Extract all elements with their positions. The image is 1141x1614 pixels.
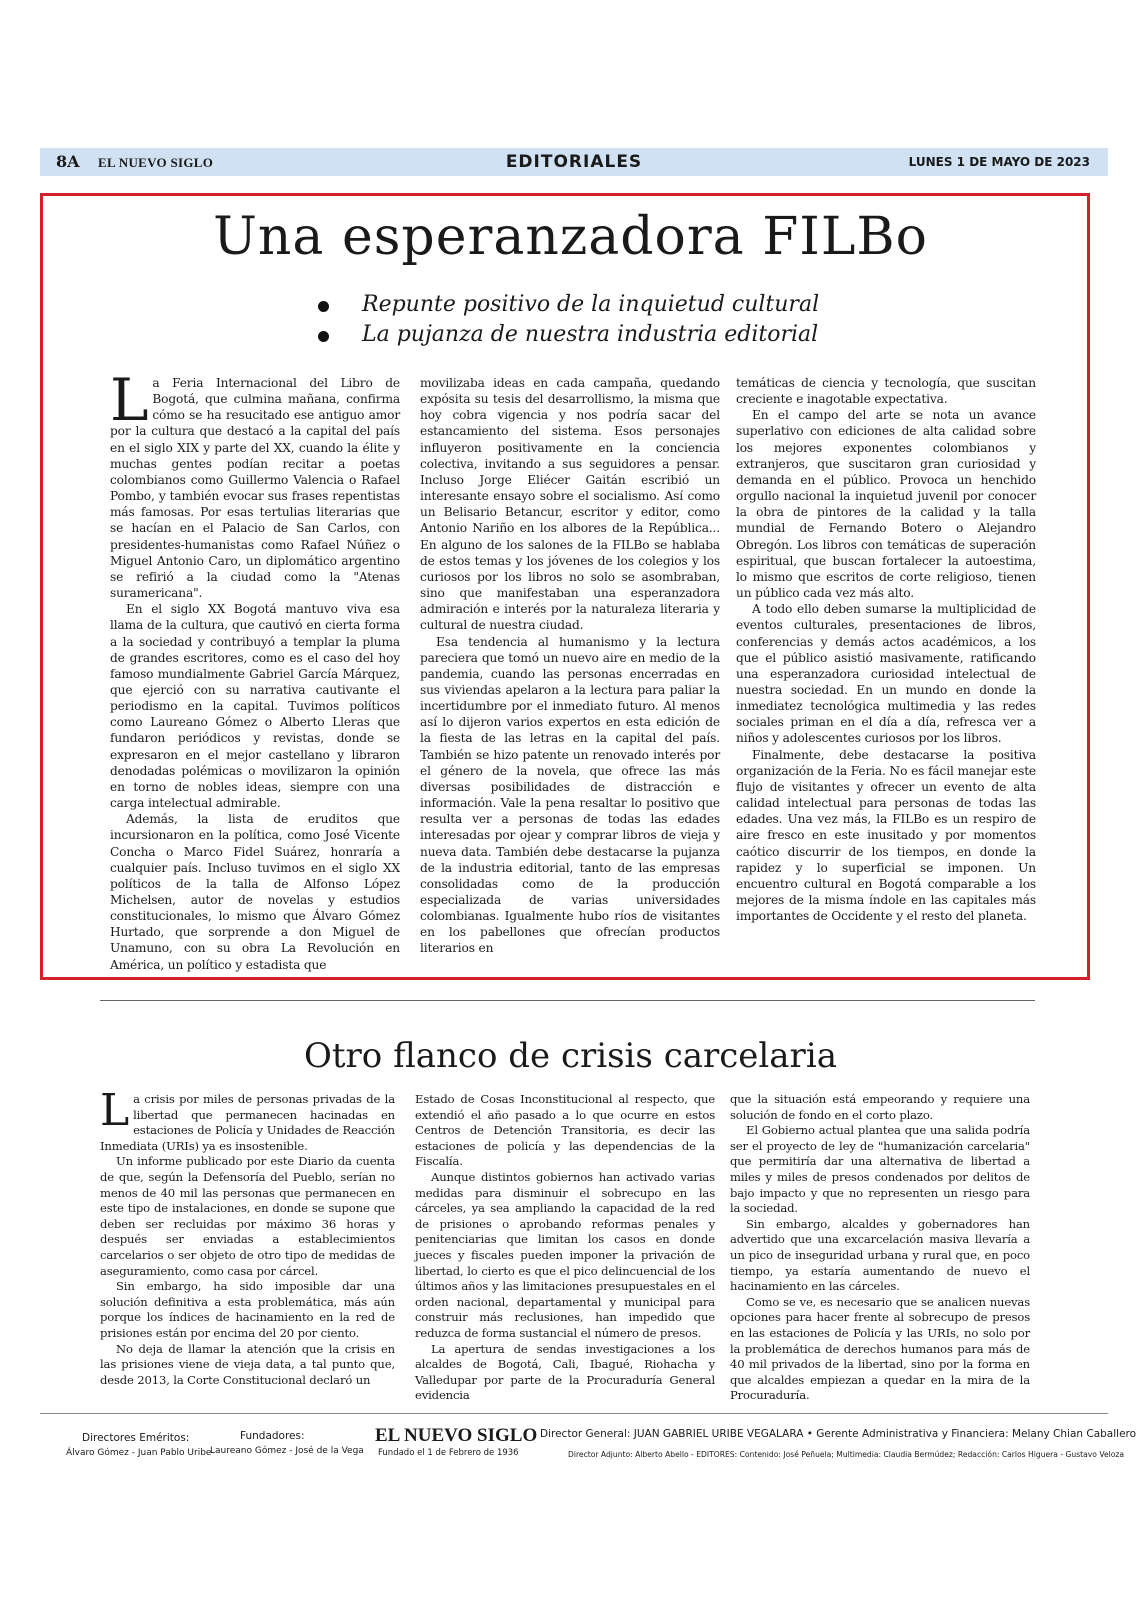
drop-cap: L [110, 366, 149, 434]
paragraph: Esa tendencia al humanismo y la lectura pareciera que tomó un nuevo aire en medio de la pandemia, cuando las personas encerradas en sus viviendas apelaron a la lectura para paliar la incertidumbre por el inmediato futuro. Al menos así lo dijeron varios expertos en esta edición de la fiesta de las letras en la capital del país. También se hizo patente un renovado interés por el género de la novela, que ofrece las más diversas posibilidades de distracción e información. Vale la pena resaltar lo positivo que resulta ver a personas de todas las edades interesadas por ojear y comprar libros de vieja y nueva data. También debe destacarse la pujanza de la industria editorial, tanto de las empresas consolidadas como de la producción especializada de varias universidades colombianas. Igualmente hubo ríos de visitantes en los pabellones que ofrecían productos literarios en [420, 634, 720, 956]
emeritus-label: Directores Eméritos: [82, 1432, 190, 1444]
paragraph: La crisis por miles de personas privadas de la libertad que permanecen hacinadas en estaciones de Policía y Unidades de Reacción Inmediata (URIs) ya es insostenible. [100, 1085, 395, 1153]
emeritus-names: Álvaro Gómez - Juan Pablo Uribe [66, 1448, 212, 1458]
article1-column-2 [420, 375, 720, 957]
article1-title: Una esperanzadora FILBo [213, 207, 928, 267]
paper-name: EL NUEVO SIGLO [98, 155, 214, 170]
paragraph: Finalmente, debe destacarse la positiva organización de la Feria. No es fácil manejar este flujo de visitantes y ofrecer un evento de alta calidad intelectual para personas de todas las edades. Una vez más, la FILBo es un respiro de aire fresco en este inusitado y por momentos caótico discurrir de los tiempos, en donde la rapidez y lo superficial se imponen. Un encuentro cultural en Bogotá comparable a los mejores de la misma índole en las capitales más importantes de Occidente y el resto del planeta. [736, 747, 1036, 924]
staff-line: Director Adjunto: Alberto Abello - EDITORES: Contenido: José Peñuela; Multimedia: Claudia Bermúdez; Redacción: Carlos Higuera - Gustavo Veloza [568, 1450, 1125, 1459]
bullet-icon [318, 301, 329, 312]
paragraph: Estado de Cosas Inconstitucional al respecto, que extendió el año pasado a lo que ocurre en estos Centros de Detención Transitoria, es decir las estaciones de policía y las dependencias de la Fiscalía. [415, 1092, 715, 1169]
article-divider [100, 1000, 1035, 1001]
director-line: Director General: JUAN GABRIEL URIBE VEGALARA • Gerente Administrativa y Financiera: Melany Chian Caballero [540, 1428, 1137, 1440]
article2-column-1 [100, 1085, 395, 1388]
paragraph: No deja de llamar la atención que la crisis en las prisiones viene de vieja data, a tal punto que, desde 2013, la Corte Constitucional declaró un [100, 1341, 395, 1387]
bullet-icon [318, 331, 329, 342]
paragraph: Además, la lista de eruditos que incursionaron en la política, como José Vicente Concha o Marco Fidel Suárez, honraría a cualquier país. Incluso tuvimos en el siglo XX políticos de la talla de Alfonso López Michelsen, autor de novelas y estudios constitucionales, lo mismo que Álvaro Gómez Hurtado, que sorprende a don Miguel de Unamuno, con su obra La Revolución en América, un político y estadista que [110, 812, 400, 972]
paragraph: temáticas de ciencia y tecnología, que suscitan creciente e inagotable expectativa. [736, 376, 1036, 407]
paragraph: Sin embargo, alcaldes y gobernadores han advertido que una excarcelación masiva llevaría a un pico de inseguridad urbana y rural que, en poco tiempo, ya estaría aumentando de nuevo el hacinamiento en las cárceles. [730, 1216, 1030, 1294]
issue-date: LUNES 1 DE MAYO DE 2023 [908, 155, 1090, 169]
paragraph: La apertura de sendas investigaciones a los alcaldes de Bogotá, Cali, Ibagué, Riohacha y Valledupar por parte de la Procuraduría General evidencia [415, 1341, 715, 1403]
article2-column-2 [415, 1092, 715, 1404]
paragraph: A todo ello deben sumarse la multiplicidad de eventos culturales, presentaciones de libros, conferencias y demás actos académicos, a los que el público asistió masivamente, ratificando una esperanzadora curiosidad intelectual de nuestra sociedad. En un mundo en donde la inmediatez tecnológica multimedia y las redes sociales priman en el día a día, refresca ver a niños y adolescentes curiosos por los libros. [736, 602, 1036, 746]
paragraph: En el siglo XX Bogotá mantuvo viva esa llama de la cultura, que cautivó en cierta forma a la sociedad y contribuyó a templar la pluma de grandes escritores, como es el caso del hoy famoso mundialmente Gabriel García Márquez, que ejerció con su narrativa cautivante el periodismo en la capital. Tuvimos políticos como Laureano Gómez o Alberto Lleras que fundaron periódicos y revistas, donde se expresaron en el mejor castellano y libraron denodadas polémicas o movilizaron la opinión en torno de nobles ideas, siempre con una carga intelectual admirable. [110, 602, 400, 811]
paragraph: La Feria Internacional del Libro de Bogotá, que culmina mañana, confirma cómo se ha resucitado ese antiguo amor por la cultura que destacó a la capital del país en el siglo XIX y parte del XX, cuando la élite y muchas gentes podían recitar a poetas colombianos como Guillermo Valencia o Rafael Pombo, y también evocar sus frases repentistas más famosas. Por esas tertulias literarias que se hacían en el Palacio de San Carlos, con presidentes-humanistas como Rafael Núñez o Miguel Antonio Caro, un diplomático argentino se refirió a la ciudad como la "Atenas suramericana". [110, 366, 400, 601]
paragraph: Sin embargo, ha sido imposible dar una solución definitiva a esta problemática, más aún porque los índices de hacinamiento en la red de prisiones están por encima del 20 por ciento. [100, 1279, 395, 1340]
footer-logo: EL NUEVO SIGLO [375, 1425, 538, 1446]
paragraph: En el campo del arte se nota un avance superlativo con ediciones de alta calidad sobre los mejores exponentes colombianos y extranjeros, que suscitaron gran curiosidad y demanda en el público. Provoca un henchido orgullo nacional la inquietud juvenil por conocer la obra de pintores de la calidad y la talla mundial de Fernando Botero o Alejandro Obregón. Los libros con temáticas de superación espiritual, que buscan fortalecer la autoestima, lo mismo que escritos de corte religioso, tienen un público cada vez más alto. [736, 408, 1036, 601]
article1-column-3 [736, 375, 1036, 924]
founders-names: Laureano Gómez - José de la Vega [210, 1446, 364, 1456]
section-title: EDITORIALES [505, 152, 643, 172]
article2-column-3 [730, 1092, 1030, 1404]
paragraph: que la situación está empeorando y requiere una solución de fondo en el corto plazo. [730, 1092, 1030, 1122]
paragraph: El Gobierno actual plantea que una salida podría ser el proyecto de ley de "humanización carcelaria" que permitiría dar una alternativa de libertad a miles y miles de presos condenados por delitos de bajo impacto y que no representen un riesgo para la sociedad. [730, 1123, 1030, 1216]
subtitle-item: Repunte positivo de la inquietud cultural [318, 292, 819, 322]
founded-date: Fundado el 1 de Febrero de 1936 [378, 1448, 519, 1458]
paragraph: Un informe publicado por este Diario da cuenta de que, según la Defensoría del Pueblo, serían no menos de 40 mil las personas que permanecen en este tipo de instalaciones, en donde se supone que deben ser recluidas por máximo 36 horas y después ser enviadas a establecimientos carcelarios o ser objeto de otro tipo de medidas de aseguramiento, como casa por cárcel. [100, 1154, 395, 1278]
page-number: 8A [56, 152, 80, 171]
footer-rule [40, 1413, 1108, 1414]
article1-subtitles [318, 292, 819, 352]
masthead [40, 148, 1108, 176]
article2-title: Otro flanco de crisis carcelaria [304, 1036, 837, 1076]
article1-column-1 [110, 366, 400, 973]
paragraph: movilizaba ideas en cada campaña, quedando expósita su tesis del desarrollismo, la misma que hoy cobra vigencia y nos podría sacar del estancamiento del sistema. Esos personajes influyeron positivamente en la conciencia colectiva, invitando a sus seguidores a pensar. Incluso Jorge Eliécer Gaitán escribió un interesante ensayo sobre el socialismo. Así como un Belisario Betancur, escritor y editor, como Antonio Nariño en los albores de la República... En alguno de los salones de la FILBo se hablaba de estos temas y los jóvenes de los colegios y los curiosos por los libros no solo se asombraban, sino que manifestaban una esperanzadora admiración e interés por la naturaleza literaria y cultural de nuestra ciudad. [420, 376, 720, 633]
founders-label: Fundadores: [240, 1430, 305, 1442]
drop-cap: L [100, 1085, 130, 1136]
paragraph: Como se ve, es necesario que se analicen nuevas opciones para hacer frente al sobrecupo de presos en las estaciones de Policía y las URIs, no solo por la problemática de derechos humanos para más de 40 mil privados de la libertad, sino por la forma en que alcaldes empiezan a quedar en la mira de la Procuraduría. [730, 1294, 1030, 1403]
subtitle-item: La pujanza de nuestra industria editorial [318, 322, 819, 352]
paragraph: Aunque distintos gobiernos han activado varias medidas para disminuir el sobrecupo en las cárceles, ya sea ampliando la capacidad de la red de prisiones o aprobando reformas penales y penitenciarias que limitan los casos en donde jueces y fiscales pueden imponer la privación de libertad, lo cierto es que el pico delincuencial de los últimos años y las limitaciones presupuestales en el orden nacional, departamental y municipal para construir más reclusiones, han impedido que reduzca de forma sustancial el número de presos. [415, 1169, 715, 1340]
